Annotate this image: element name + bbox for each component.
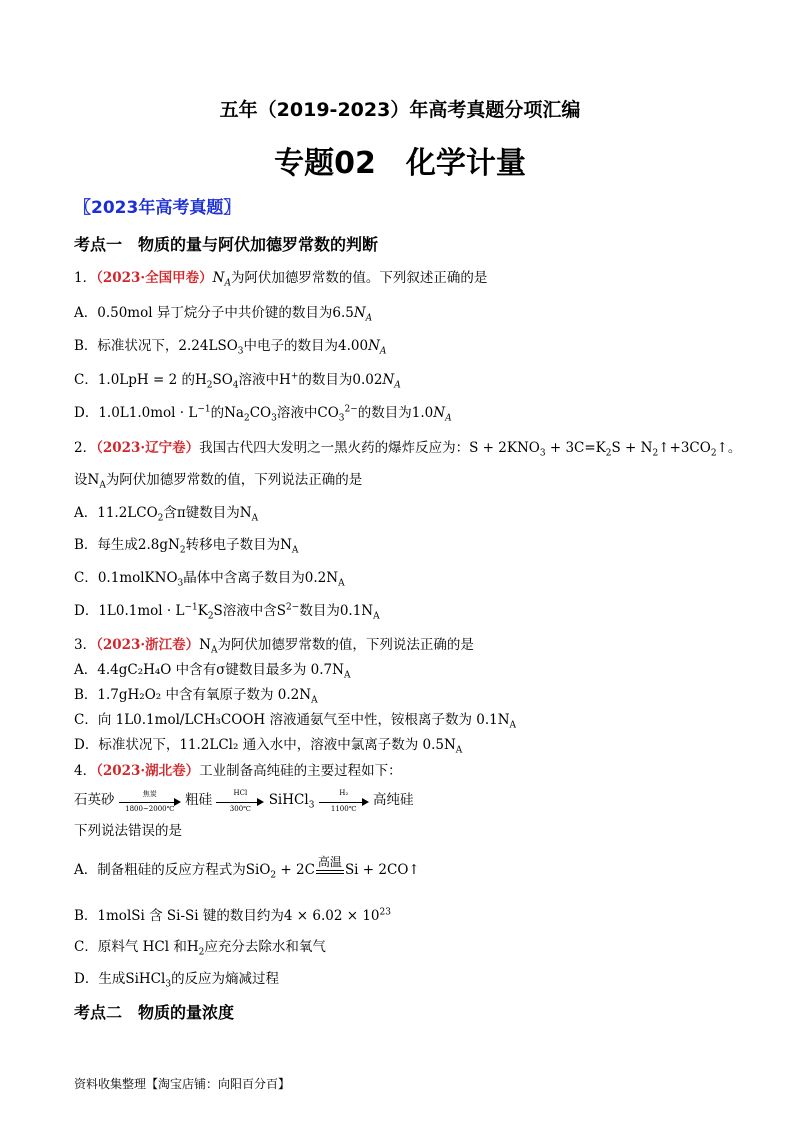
stem-text: 为阿伏加德罗常数的值。下列叙述正确的是 <box>230 270 488 286</box>
formula: $H_2$ <box>186 939 205 958</box>
arrow-right-icon <box>119 789 181 813</box>
question-number: 2． <box>74 440 97 456</box>
option-text: 转移电子数目为 <box>185 537 281 553</box>
option-text: C．向 1L0.1mol/LCH₃COOH 溶液通氨气至中性，铵根离子数为 0.1N <box>74 712 510 728</box>
formula: H+ <box>279 371 299 388</box>
formula: SiHCl$_3$ <box>125 971 172 990</box>
question-3-option-d: D．标准状况下，11.2LCl₂ 通入水中，溶液中氯离子数为 $0.5N_A$ <box>74 737 463 756</box>
question-source: （2023·全国甲卷） <box>96 270 213 286</box>
option-text: 溶液中 <box>276 405 318 421</box>
document-subtitle: 专题02 化学计量 <box>274 146 526 181</box>
stem-text: 为阿伏加德罗常数的值，下列说法正确的是 <box>105 472 363 488</box>
formula: $H_2SO_4$ <box>194 372 239 391</box>
question-4-stem <box>74 759 402 779</box>
question-2-option-d: D．$1L0.1mol \cdot L^{-1}K_2S$溶液中含$S^{2-}$数目为$0.1N_A$ <box>74 602 380 622</box>
question-2-stem-cont <box>74 468 362 491</box>
na-symbol: $N_A$ <box>239 505 259 524</box>
page-footer: 资料收集整理【淘宝店铺：向阳百分百】 <box>74 1077 291 1091</box>
stem-text: 为阿伏加德罗常数的值，下列说法正确的是 <box>217 637 474 653</box>
option-text: 的数目为 <box>298 372 353 388</box>
option-text: A．制备粗硅的反应方程式为 <box>74 862 246 878</box>
formula: Si + 2CO↑ <box>344 862 420 878</box>
option-text: 中电子的数目为 <box>243 338 338 354</box>
question-4-ask: 下列说法错误的是 <box>74 823 182 839</box>
na-symbol: $N_A$ <box>368 338 387 357</box>
option-text: 溶液中含 <box>222 603 277 619</box>
flow-step: 粗硅 <box>185 792 213 808</box>
arrow-label: 焦炭 <box>142 789 157 798</box>
formula: $Na_2CO_3$ <box>224 405 277 424</box>
question-3-option-b: B．1.7gH₂O₂ 中含有氧原子数为 $0.2N_A$ <box>74 687 318 706</box>
question-number: 3． <box>74 637 97 653</box>
arrow-label: 1800~2000℃ <box>125 804 175 813</box>
formula: $4 \times 6.02 \times 10^{23}$ <box>283 907 391 924</box>
section-heading: 〖2023年高考真题〗 <box>74 198 241 218</box>
question-4-option-a <box>74 854 420 881</box>
formula: $S^{2-}$ <box>276 602 300 619</box>
option-text: A． <box>74 505 98 521</box>
question-number: 1． <box>74 270 97 286</box>
na-symbol: $N_A$ <box>280 537 299 556</box>
formula: SiO$_2$ + 2C <box>245 862 315 881</box>
reaction-condition <box>315 854 345 879</box>
flow-step: SiHCl <box>268 792 309 808</box>
option-text: 的 <box>210 405 225 421</box>
question-4-option-b <box>74 904 391 924</box>
option-text: D． <box>74 603 99 619</box>
na-symbol: $N_A$ <box>199 637 218 656</box>
question-3-option-a: A．4.4gC₂H₄O 中含有σ键数目最多为 $0.7N_A$ <box>74 662 351 681</box>
topic-heading-1: 考点一 物质的量与阿伏加德罗常数的判断 <box>74 235 379 254</box>
option-text: 溶液中 <box>238 372 280 388</box>
option-text: D．标准状况下，11.2LCl₂ 通入水中，溶液中氯离子数为 0.5N <box>74 737 456 753</box>
option-text: A．0.50mol 异丁烷分子中共价键的数目为 <box>74 305 333 321</box>
option-text: B．标准状况下， <box>74 338 179 354</box>
option-value: 6.5 <box>332 305 354 321</box>
option-value: 1.0 <box>411 405 434 421</box>
arrow-label: H₂ <box>339 788 349 797</box>
process-flow: 石英砂 焦炭 1800~2000℃ 粗硅 HCl 300℃ SiHCl$_3$ $\frac{\text{H₂}}{1100℃}$ 高纯硅 <box>74 788 414 813</box>
formula: $1L0.1mol \cdot L^{-1}K_2S$ <box>98 602 223 622</box>
question-3-option-c: C．向 1L0.1mol/LCH₃COOH 溶液通氨气至中性，铵根离子数为 $0.1N_A$ <box>74 712 517 731</box>
option-text: 应充分去除水和氧气 <box>204 939 326 955</box>
na-symbol: $N_A$ <box>212 270 231 289</box>
topic-heading-2: 考点二 物质的量浓度 <box>74 1003 235 1022</box>
question-4-option-d <box>74 967 279 990</box>
arrow-right-icon <box>216 788 264 813</box>
question-source: （2023·浙江卷） <box>96 637 200 653</box>
arrow-label: 300℃ <box>229 804 251 813</box>
question-source: （2023·湖北卷） <box>96 763 200 779</box>
option-text: 数目为 <box>299 603 340 619</box>
question-3-stem <box>74 633 474 656</box>
formula: $CO_3^{2-}$ <box>317 404 358 424</box>
na-symbol: $N_A$ <box>433 405 452 424</box>
option-text: B．每生成 <box>74 537 138 553</box>
option-text: A．4.4gC₂H₄O 中含有σ键数目最多为 0.7N <box>74 662 344 678</box>
option-text: B．1.7gH₂O₂ 中含有氧原子数为 0.2N <box>74 687 312 703</box>
option-value: 0.02 <box>352 372 383 388</box>
formula: $11.2LCO_2$ <box>97 505 164 524</box>
option-value: 0.1N <box>339 603 374 619</box>
na-symbol: $N_A$ <box>382 372 401 391</box>
option-text: C．1.0LpH = 2 的 <box>74 372 195 388</box>
question-2-option-a <box>74 501 258 524</box>
na-symbol: $N_A$ <box>353 305 373 324</box>
question-4-option-c <box>74 935 326 958</box>
option-text: C．原料气 HCl 和 <box>74 939 187 955</box>
arrow-right-icon <box>319 788 369 813</box>
option-text: B．1molSi 含 Si-Si 键的数目约为 <box>74 908 284 924</box>
option-text: D．1.0L1.0mol · L <box>74 405 198 421</box>
condition-label: 高温 <box>317 854 342 869</box>
stem-text: 设 <box>74 472 88 488</box>
na-symbol: $N_A$ <box>87 472 106 491</box>
formula: 0.1molKNO$_3$ <box>97 570 184 589</box>
question-1-stem <box>74 266 487 289</box>
question-2-stem <box>74 436 741 459</box>
question-1-option-b <box>74 334 386 357</box>
formula: $2.24LSO_3$ <box>178 338 244 357</box>
formula: $2.8gN_2$ <box>137 537 186 556</box>
question-2-option-b <box>74 533 298 556</box>
option-text: 的反应为熵减过程 <box>171 971 280 987</box>
arrow-label: 1100℃ <box>330 804 357 813</box>
flow-step: 石英砂 <box>74 792 115 808</box>
flow-step: 高纯硅 <box>373 792 414 808</box>
option-text: 晶体中含离子数目为 <box>183 570 305 586</box>
option-value: 0.2N <box>304 570 339 586</box>
stem-text: 工业制备高纯硅的主要过程如下： <box>199 763 402 779</box>
stem-text: 我国古代四大发明之一黑火药的爆炸反应为： <box>199 440 470 456</box>
arrow-label: HCl <box>233 788 248 797</box>
option-text: C． <box>74 570 98 586</box>
document-title: 五年（2019-2023）年高考真题分项汇编 <box>219 99 581 121</box>
question-1-option-d: D．$1.0L1.0mol \cdot L^{-1}$的$Na_2CO_3$溶液中$CO_3^{2-}$的数目为$1.0N_A$ <box>74 404 452 424</box>
question-number: 4． <box>74 763 97 779</box>
question-1-option-c <box>74 368 401 391</box>
option-text: 的数目为 <box>357 405 412 421</box>
question-1-option-a <box>74 301 372 324</box>
option-value: 4.00 <box>338 338 369 354</box>
option-text: 含π键数目为 <box>163 505 240 521</box>
question-2-option-c: C．0.1molKNO$_3$晶体中含离子数目为$0.2N_A$ <box>74 570 345 589</box>
option-text: D．生成 <box>74 971 126 987</box>
reaction-equation: $S + 2KNO_3 + 3C=K_2S$ + $N_2↑+3CO_2↑$。 <box>469 440 742 459</box>
question-source: （2023·辽宁卷） <box>96 440 200 456</box>
